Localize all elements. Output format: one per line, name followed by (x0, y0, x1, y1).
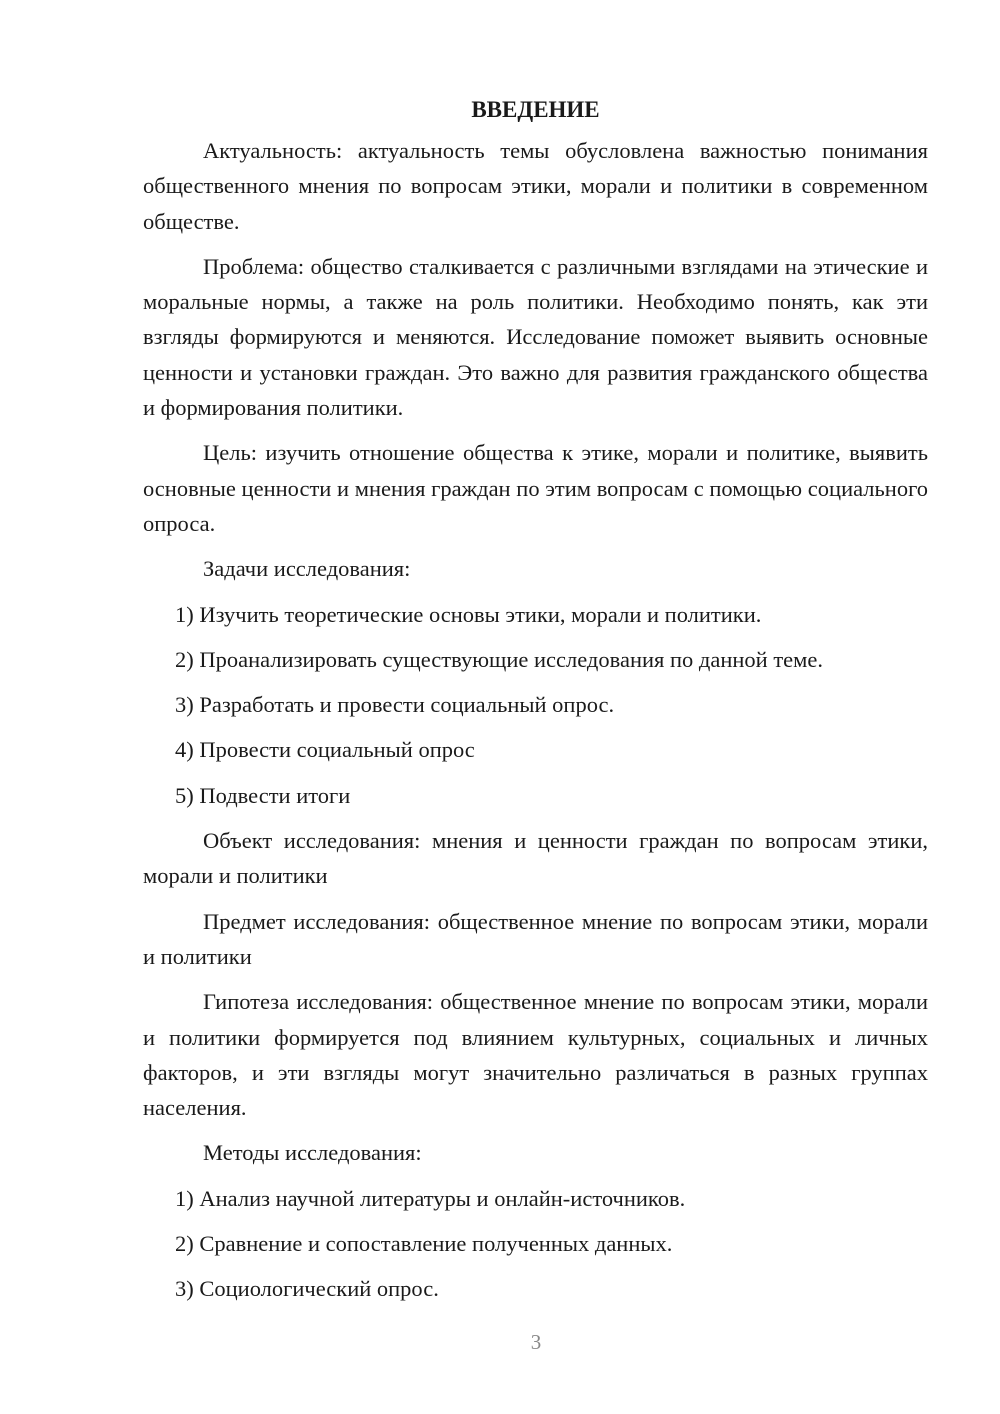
list-item: 5) Подвести итоги (175, 782, 351, 808)
page-number: 3 (530, 1330, 542, 1354)
tasks-list (143, 597, 928, 813)
problem-paragraph: Проблема: общество сталкивается с различными взглядами на этические и моральные нормы, а также на роль политики. Необходимо понять, как эти взгляды формируются и меняются. Исследование поможет выявить основные ценности и установки граждан. Это важно для развития гражданского общества и формирования политики. (143, 253, 928, 421)
relevance-paragraph: Актуальность: актуальность темы обусловлена важностью понимания общественного мнения по вопросам этики, морали и политики в современном обществе. (143, 138, 928, 234)
tasks-heading: Задачи исследования: (203, 556, 411, 582)
list-item: 2) Проанализировать существующие исследования по данной теме. (175, 646, 824, 672)
object-paragraph: Объект исследования: мнения и ценности граждан по вопросам этики, морали и политики (143, 828, 928, 889)
list-item: 1) Анализ научной литературы и онлайн-источников. (175, 1185, 686, 1211)
goal-paragraph: Цель: изучить отношение общества к этике, морали и политике, выявить основные ценности и мнения граждан по этим вопросам с помощью социального опроса. (143, 440, 928, 536)
list-item: 3) Разработать и провести социальный опрос. (175, 692, 615, 718)
list-item: 2) Сравнение и сопоставление полученных данных. (175, 1231, 673, 1257)
methods-heading: Методы исследования: (203, 1140, 422, 1166)
list-item: 3) Социологический опрос. (175, 1276, 439, 1302)
hypothesis-paragraph: Гипотеза исследования: общественное мнение по вопросам этики, морали и политики формируется под влиянием культурных, социальных и личных факторов, и эти взгляды могут значительно различаться в разных группах населения. (143, 989, 928, 1121)
list-item: 4) Провести социальный опрос (175, 737, 475, 763)
document-page (143, 92, 928, 1317)
list-item: 1) Изучить теоретические основы этики, морали и политики. (175, 601, 762, 627)
methods-list (143, 1181, 928, 1307)
section-title: ВВЕДЕНИЕ (471, 97, 600, 122)
subject-paragraph: Предмет исследования: общественное мнение по вопросам этики, морали и политики (143, 908, 928, 969)
